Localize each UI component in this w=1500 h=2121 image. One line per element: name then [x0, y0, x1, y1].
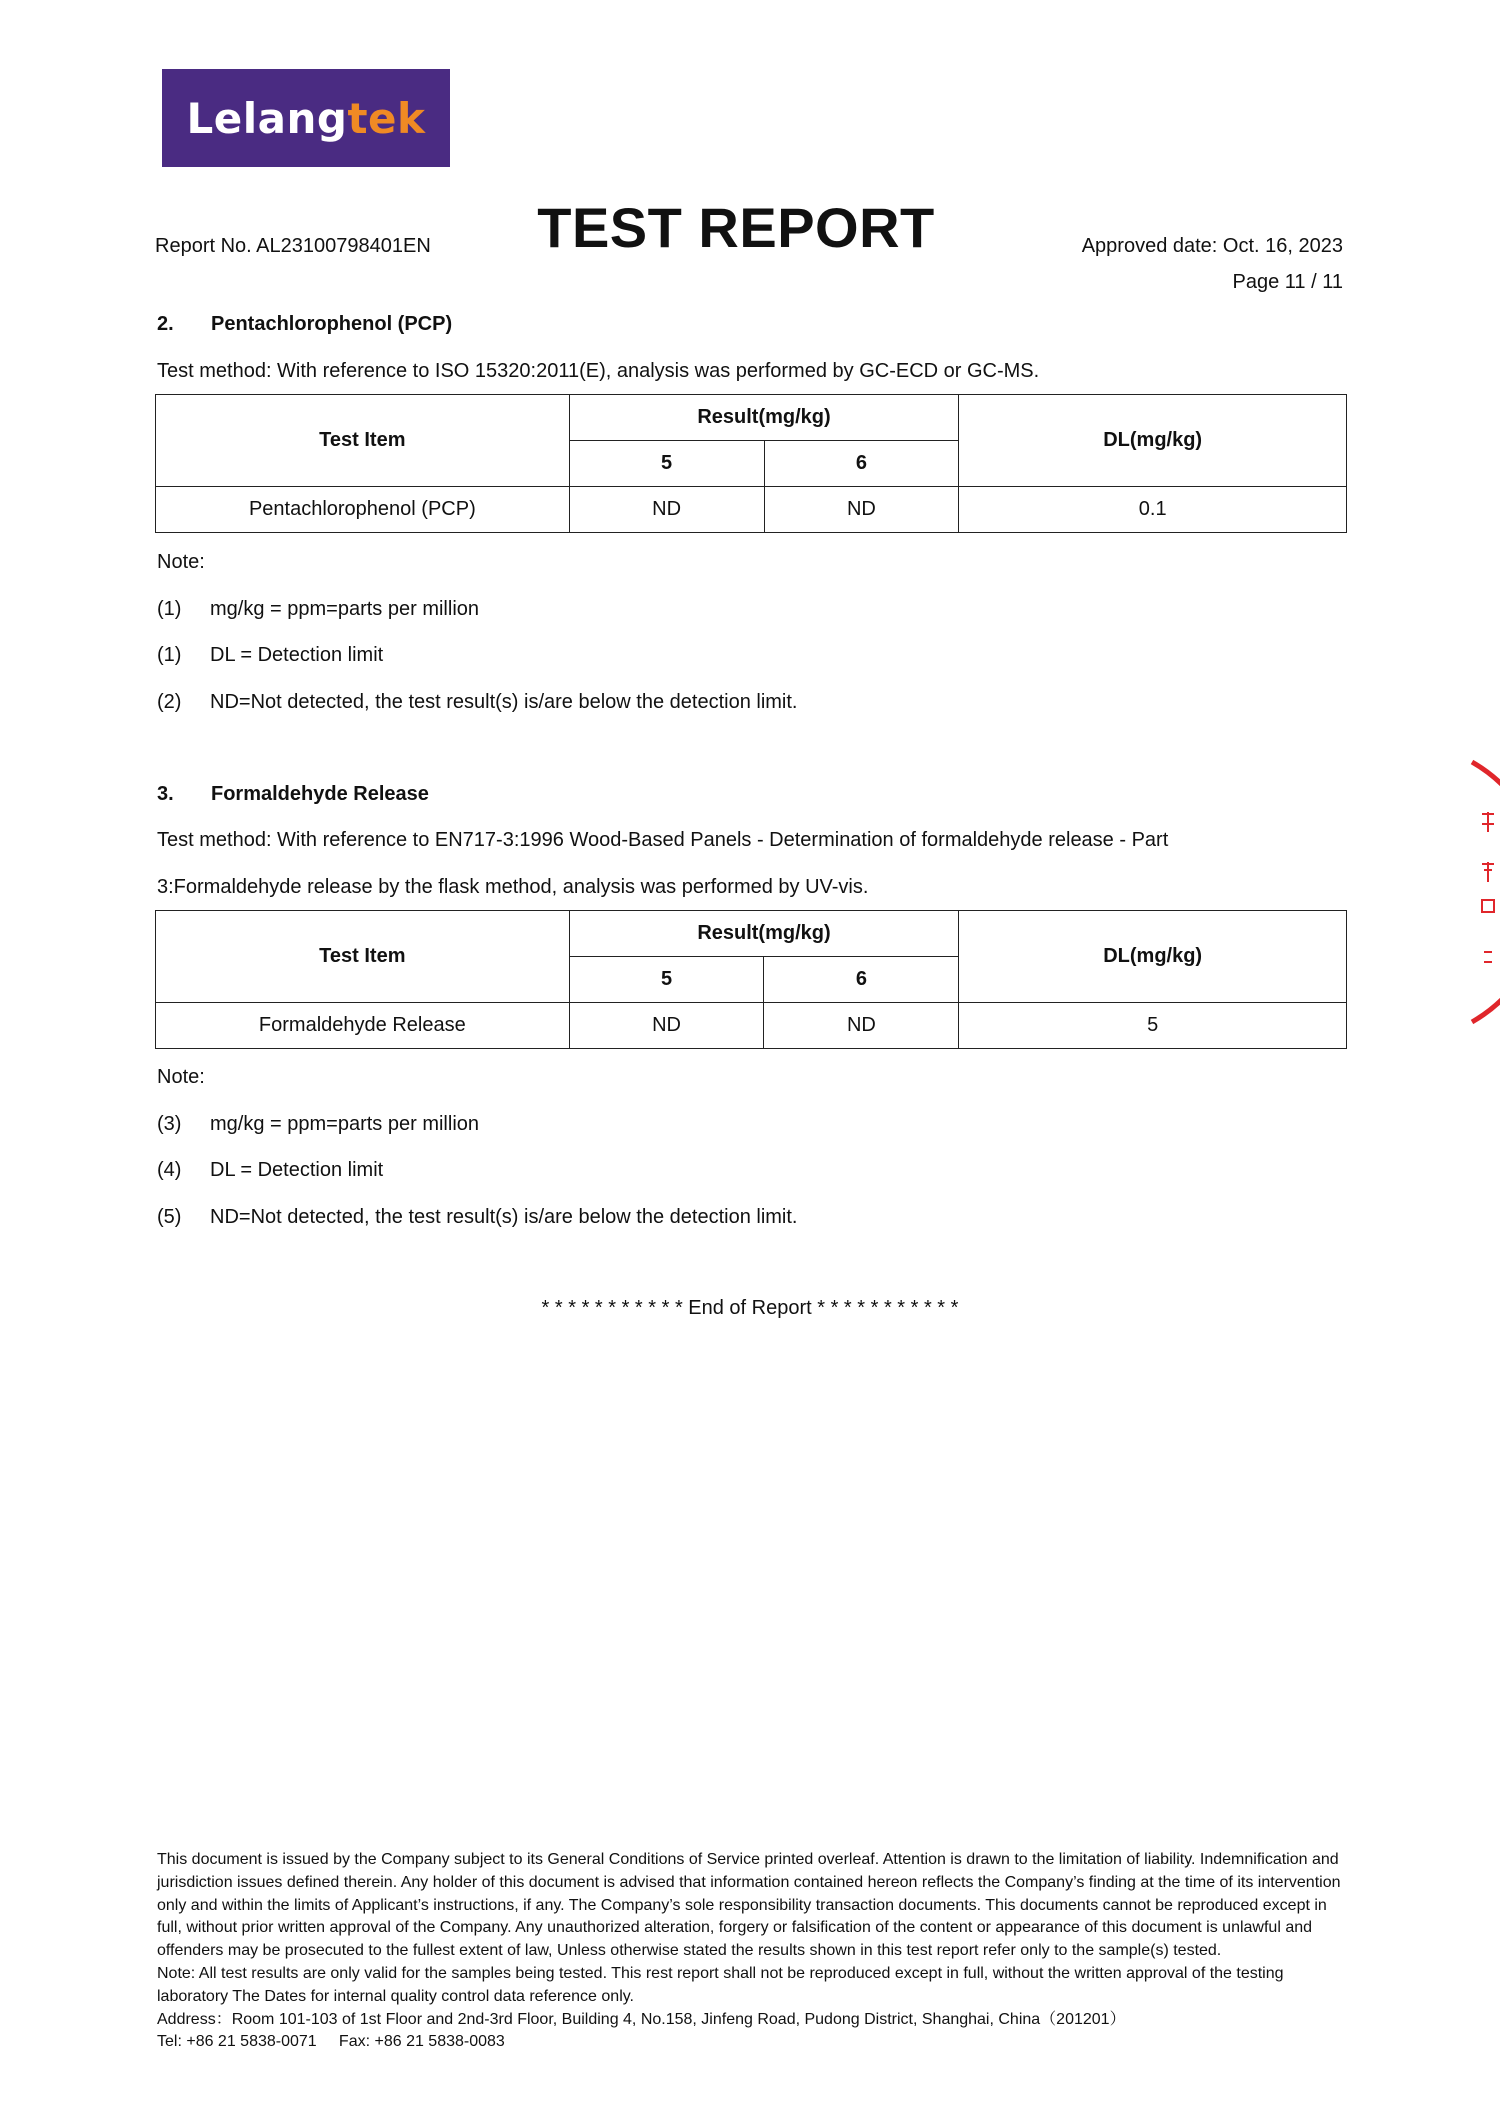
logo-text-part2: tek — [347, 93, 426, 143]
header-sample-6: 6 — [764, 957, 959, 1003]
cell-result-5: ND — [569, 487, 764, 533]
note-index: (3) — [157, 1113, 182, 1135]
company-logo — [162, 69, 450, 167]
section2-number: 2. — [157, 313, 174, 335]
header-sample-5: 5 — [569, 957, 764, 1003]
section3-title: Formaldehyde Release — [211, 783, 429, 805]
footer-tel-fax: Tel: +86 21 5838-0071 Fax: +86 21 5838-0083 — [157, 2033, 505, 2051]
cell-dl: 5 — [959, 1003, 1347, 1049]
footer-disclaimer: This document is issued by the Company subject to its General Conditions of Service printed overleaf. Attention is drawn to the limitation of liability. Indemnification and jurisdiction issues defined therein. Any holder of this document is advised that information contained hereon reflects the Company’s finding at the time of its intervention only and within the limits of Applicant’s instructions, if any. The Company’s sole responsibility transaction documents. This documents cannot be reproduced except in full, without prior written approval of the Company. Any unauthorized alteration, forgery or falsification of the content or appearance of this document is unlawful and offenders may be prosecuted to the fullest extent of law, Unless otherwise stated the results shown in this test report refer only to the sample(s) tested. — [157, 1851, 1341, 1960]
logo-text-part1: Lelang — [186, 93, 348, 143]
note-index: (5) — [157, 1206, 182, 1228]
formaldehyde-results-table — [155, 910, 1347, 1049]
cell-result-6: ND — [764, 1003, 959, 1049]
section2-test-method: Test method: With reference to ISO 15320:2011(E), analysis was performed by GC-ECD or GC-MS. — [157, 360, 1040, 382]
cell-result-5: ND — [569, 1003, 764, 1049]
note-text: DL = Detection limit — [210, 1159, 384, 1181]
footer — [157, 1849, 1347, 2054]
report-number: Report No. AL23100798401EN — [155, 235, 431, 257]
header-sample-5: 5 — [569, 441, 764, 487]
section3-test-method-line1: Test method: With reference to EN717-3:1996 Wood-Based Panels - Determination of formaldehyde release - Part — [157, 829, 1169, 851]
note-index: (1) — [157, 598, 182, 620]
footer-note: Note: All test results are only valid for the samples being tested. This rest report shall not be reproduced except in full, without the written approval of the testing laboratory The Dates for internal quality control data reference only. — [157, 1964, 1284, 2005]
footer-address: Address：Room 101-103 of 1st Floor and 2nd-3rd Floor, Building 4, No.158, Jinfeng Road, Pudong District, Shanghai, China（201201） — [157, 2010, 1126, 2028]
company-seal-stamp — [1470, 752, 1500, 1032]
section3-number: 3. — [157, 783, 174, 805]
note-text: mg/kg = ppm=parts per million — [210, 1113, 480, 1135]
note-text: ND=Not detected, the test result(s) is/are below the detection limit. — [210, 1206, 798, 1228]
approved-date: Approved date: Oct. 16, 2023 — [1081, 235, 1343, 257]
header-dl: DL(mg/kg) — [959, 911, 1347, 1003]
cell-dl: 0.1 — [959, 487, 1347, 533]
header-sample-6: 6 — [764, 441, 959, 487]
note-text: ND=Not detected, the test result(s) is/are below the detection limit. — [210, 691, 798, 713]
page-number: Page 11 / 11 — [1232, 271, 1343, 293]
note-text: mg/kg = ppm=parts per million — [210, 598, 480, 620]
note-index: (4) — [157, 1159, 182, 1181]
header-result: Result(mg/kg) — [569, 395, 959, 441]
cell-result-6: ND — [764, 487, 959, 533]
report-title: TEST REPORT — [537, 196, 935, 259]
section2-note-label: Note: — [157, 551, 205, 573]
section2-title: Pentachlorophenol (PCP) — [211, 313, 453, 335]
header-result: Result(mg/kg) — [569, 911, 959, 957]
cell-test-item: Formaldehyde Release — [156, 1003, 570, 1049]
header-test-item: Test Item — [156, 911, 570, 1003]
table-row — [156, 1003, 1347, 1049]
note-index: (1) — [157, 644, 182, 666]
pcp-results-table — [155, 394, 1347, 533]
table-row — [156, 487, 1347, 533]
header-test-item: Test Item — [156, 395, 570, 487]
cell-test-item: Pentachlorophenol (PCP) — [156, 487, 570, 533]
note-text: DL = Detection limit — [210, 644, 384, 666]
header-dl: DL(mg/kg) — [959, 395, 1347, 487]
note-index: (2) — [157, 691, 182, 713]
section3-test-method-line2: 3:Formaldehyde release by the flask method, analysis was performed by UV-vis. — [157, 876, 869, 898]
section3-note-label: Note: — [157, 1066, 205, 1088]
end-of-report: * * * * * * * * * * * End of Report * * * * * * * * * * * — [541, 1297, 959, 1319]
